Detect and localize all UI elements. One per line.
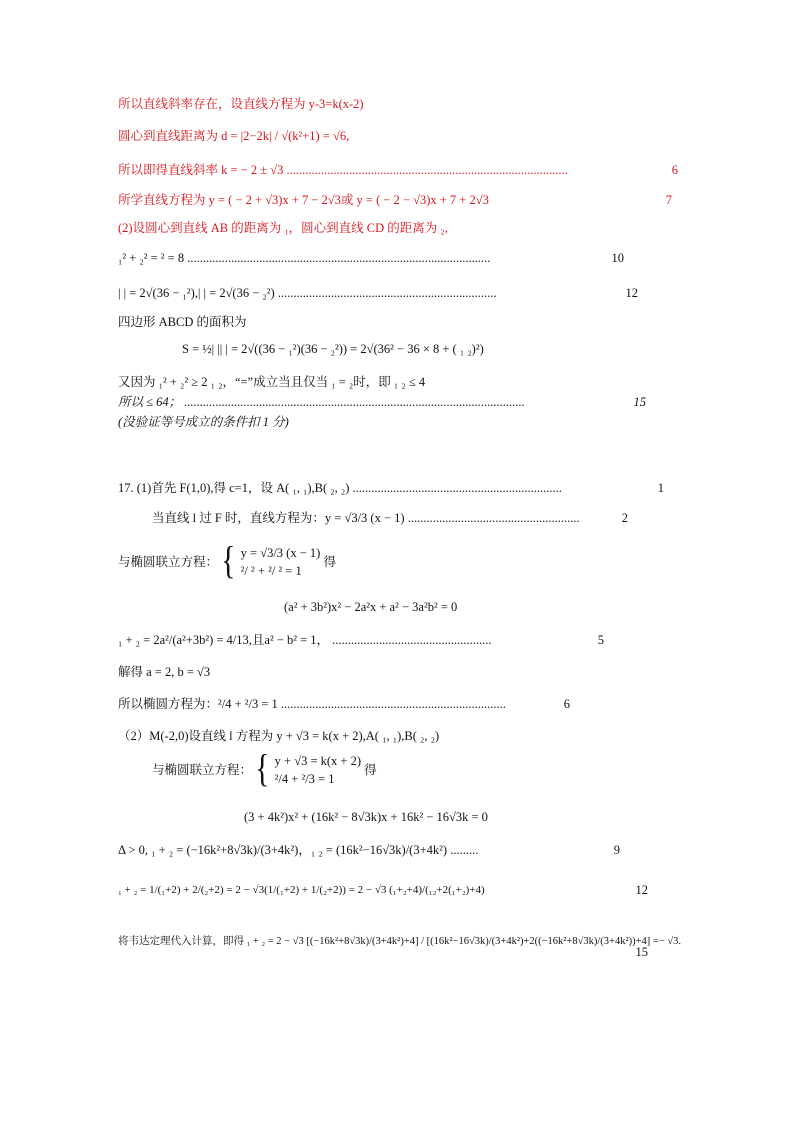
line-p17-4 — [284, 600, 457, 615]
text: 当直线 l 过 F 时，直线方程为：y = √3/3 (x − 1) — [152, 511, 405, 525]
line-p17-1 — [118, 480, 664, 496]
text: 又因为 ₁² + ₂² ≥ 2 ₁ ₂，“=”成立当且仅当 ₁ = ₂时，即 ₁ ₂ ≤ 4 — [118, 375, 426, 389]
formula: (a² + 3b²)x² − 2a²x + a² − 3a²b² = 0 — [284, 600, 458, 614]
text: ₁ + ₂ = 1/(₁+2) + 2/(₂+2) = 2 − √3(1/(₁+2) + 1/(₂+2)) = 2 − √3 (₁+₂+4)/(₁₂+2(₁+₂)+4) — [118, 884, 485, 896]
line-p17-11 — [118, 842, 620, 858]
score: 15 — [633, 395, 646, 409]
line-p16-4 — [118, 192, 672, 208]
line-p16-11 — [118, 394, 646, 410]
text: 所以即得直线斜率 k = − 2 ± √3 — [118, 163, 284, 177]
score: 15 — [635, 945, 648, 959]
text: 17. (1)首先 F(1,0),得 c=1，设 A( ₁, ₁),B( ₂, ₂) — [118, 481, 350, 495]
equation: ²/4 + ²/3 = 1 — [274, 772, 335, 786]
line-p17-3 — [118, 539, 678, 590]
text: 所以直线斜率存在，设直线方程为 y-3=k(x-2) — [118, 97, 364, 111]
text: （2）M(-2,0)设直线 l 方程为 y + √3 = k(x + 2),A( ₁, ₁),B( ₂, ₂) — [118, 729, 440, 743]
line-p16-1 — [118, 96, 678, 112]
formula: S = ½| || | = 2√((36 − ₁²)(36 − ₂²)) = 2√(36² − 36 × 8 + ( ₁ ₂)²) — [182, 342, 484, 356]
score: 12 — [625, 286, 638, 300]
text: 将韦达定理代入计算，即得 ₁ + ₂ = 2 − √3 [(−16k²+8√3k)/(3+4k²)+4] / [(16k²−16√3k)/(3+4k²)+2((−16k²+8√3k)/(3+4k²))+4] =− √3. — [118, 936, 682, 947]
text: 四边形 ABCD 的面积为 — [118, 315, 247, 329]
score: 12 — [635, 883, 648, 897]
score: 7 — [665, 193, 672, 207]
line-p16-3 — [118, 162, 678, 178]
dot-leader: ................................................................................................. — [184, 251, 491, 265]
text: 得 — [364, 763, 377, 777]
text: 与椭圆联立方程： — [118, 555, 219, 569]
equation: ²/ ² + ²/ ² = 1 — [240, 564, 302, 578]
text: Δ > 0, ₁ + ₂ = (−16k²+8√3k)/(3+4k²)，₁ ₂ = (16k²−16√3k)/(3+4k²) — [118, 843, 448, 857]
dot-leader: ........................................................................ — [277, 697, 506, 711]
score: 6 — [671, 163, 678, 177]
text: 解得 a = 2, b = √3 — [118, 665, 211, 679]
text: 所学直线方程为 y = ( − 2 + √3)x + 7 − 2√3或 y = ( − 2 − √3)x + 7 + 2√3 — [118, 193, 489, 207]
equation-system — [275, 752, 361, 788]
dot-leader: ...................................................................... — [274, 286, 497, 300]
formula: (3 + 4k²)x² + (16k² − 8√3k)x + 16k² − 16√3k = 0 — [244, 810, 488, 824]
line-p17-7 — [118, 696, 570, 712]
line-p16-7 — [118, 285, 638, 301]
left-brace-icon: { — [255, 747, 270, 791]
line-p17-2 — [152, 510, 628, 526]
score: 1 — [657, 481, 664, 495]
line-p17-5 — [118, 632, 604, 648]
score: 6 — [563, 697, 570, 711]
line-p16-2 — [118, 128, 678, 144]
line-p17-9 — [152, 747, 712, 798]
dot-leader: ................................................................... — [349, 481, 562, 495]
score: 2 — [621, 511, 628, 525]
text: | | = 2√(36 − ₁²),| | = 2√(36 − ₂²) — [118, 286, 275, 300]
line-p16-12 — [118, 414, 678, 430]
line-p16-10 — [118, 374, 678, 390]
line-p17-13 — [118, 934, 682, 959]
dot-leader: ............................................................................................................. — [181, 395, 525, 409]
score: 10 — [611, 251, 624, 265]
line-p16-9 — [182, 342, 484, 357]
line-p17-6 — [118, 664, 678, 680]
text: 与椭圆联立方程： — [152, 763, 253, 777]
text: 得 — [323, 555, 336, 569]
text: 圆心到直线距离为 d = |2−2k| / √(k²+1) = √6, — [118, 129, 350, 143]
line-p17-12 — [118, 882, 648, 898]
text: ₁² + ₂² = ² = 8 — [118, 251, 185, 265]
dot-leader: ....................................................... — [404, 511, 580, 525]
text: ₁ + ₂ = 2a²/(a²+3b²) = 4/13,且a² − b² = 1， — [118, 633, 330, 647]
equation: y + √3 = k(x + 2) — [274, 754, 362, 768]
dot-leader: .......................................................................................... — [283, 163, 568, 177]
dot-leader: ......... — [447, 843, 479, 857]
line-p16-5 — [118, 220, 678, 236]
dot-leader: ................................................... — [329, 633, 492, 647]
line-p16-8 — [118, 314, 678, 330]
left-brace-icon: { — [221, 539, 236, 583]
text: 所以 ≤ 64； — [118, 395, 182, 409]
line-p16-6 — [118, 250, 624, 266]
equation-system — [241, 544, 321, 580]
text: (没验证等号成立的条件扣 1 分) — [118, 415, 289, 429]
text: (2)设圆心到直线 AB 的距离为 ₁，圆心到直线 CD 的距离为 ₂, — [118, 221, 448, 235]
line-p17-10 — [244, 810, 488, 825]
score: 5 — [597, 633, 604, 647]
line-p17-8 — [118, 728, 678, 744]
equation: y = √3/3 (x − 1) — [240, 546, 321, 560]
text: 所以椭圆方程为：²/4 + ²/3 = 1 — [118, 697, 278, 711]
score: 9 — [613, 843, 620, 857]
